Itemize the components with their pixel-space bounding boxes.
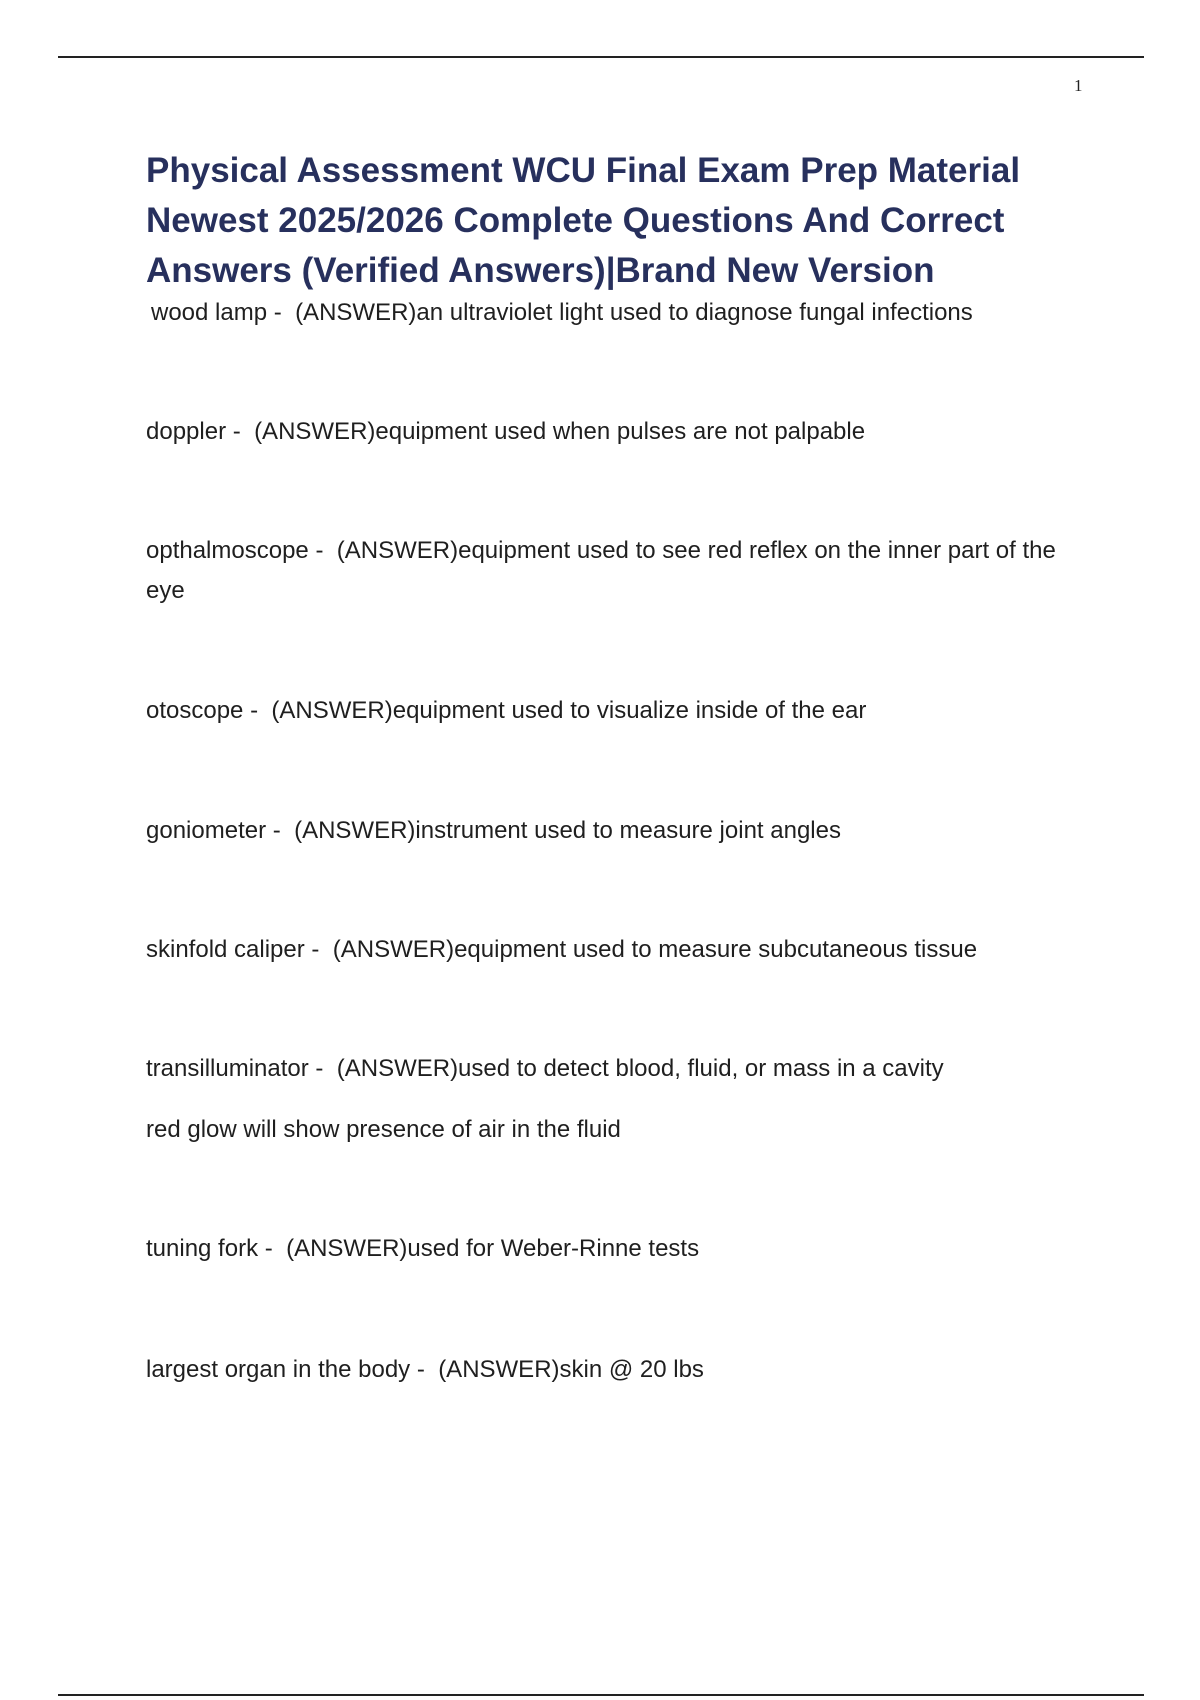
entry-term: skinfold caliper: [146, 936, 305, 963]
entry-separator: -: [304, 936, 333, 963]
entry-answer: (ANSWER)used for Weber-Rinne tests: [286, 1235, 700, 1262]
document-title: Physical Assessment WCU Final Exam Prep Material Newest 2025/2026 Complete Questions And Correct Answers (Verified Answers)|Brand New Version: [146, 151, 1021, 290]
entry-answer: (ANSWER)equipment used to see red reflex on the inner part of the eye: [146, 537, 1056, 604]
entry-separator: -: [410, 1356, 439, 1383]
entry-term: wood lamp: [151, 299, 268, 326]
entry-separator: -: [267, 299, 296, 326]
page-number: 1: [1074, 76, 1083, 95]
entry-answer: (ANSWER)equipment used to measure subcutaneous tissue: [332, 936, 978, 963]
qa-entry: [146, 531, 1086, 611]
qa-entry: [146, 691, 1086, 731]
qa-entry: [146, 811, 1086, 851]
entry-term: transilluminator: [146, 1055, 309, 1082]
entry-answer: (ANSWER)equipment used to visualize inside of the ear: [271, 697, 867, 724]
qa-entry-continuation: red glow will show presence of air in the fluid: [146, 1116, 621, 1143]
entry-separator: -: [308, 537, 337, 564]
footer-rule: [58, 1694, 1144, 1696]
qa-entry: [146, 930, 1086, 970]
entry-answer: (ANSWER)used to detect blood, fluid, or mass in a cavity: [336, 1055, 944, 1082]
entry-separator: -: [308, 1055, 337, 1082]
header-rule: [58, 56, 1144, 58]
entry-separator: -: [226, 418, 255, 445]
entry-term: largest organ in the body: [146, 1356, 411, 1383]
entry-term: opthalmoscope: [146, 537, 309, 564]
qa-entry: [146, 412, 1086, 452]
entry-answer: (ANSWER)equipment used when pulses are not palpable: [254, 418, 866, 445]
entry-term: tuning fork: [146, 1235, 259, 1262]
qa-entry: [146, 1229, 1086, 1269]
entry-separator: -: [258, 1235, 287, 1262]
entry-separator: -: [266, 817, 295, 844]
entry-term: otoscope: [146, 697, 244, 724]
entry-answer: (ANSWER)instrument used to measure joint angles: [294, 817, 841, 844]
entry-term: doppler: [146, 418, 227, 445]
qa-entry: [146, 1049, 1086, 1089]
qa-entry: [146, 1350, 1086, 1390]
entry-term: goniometer: [146, 817, 267, 844]
entry-answer: (ANSWER)skin @ 20 lbs: [438, 1356, 704, 1383]
qa-entry: [151, 293, 1091, 333]
entry-separator: -: [243, 697, 272, 724]
entry-answer: (ANSWER)an ultraviolet light used to diagnose fungal infections: [295, 299, 973, 326]
